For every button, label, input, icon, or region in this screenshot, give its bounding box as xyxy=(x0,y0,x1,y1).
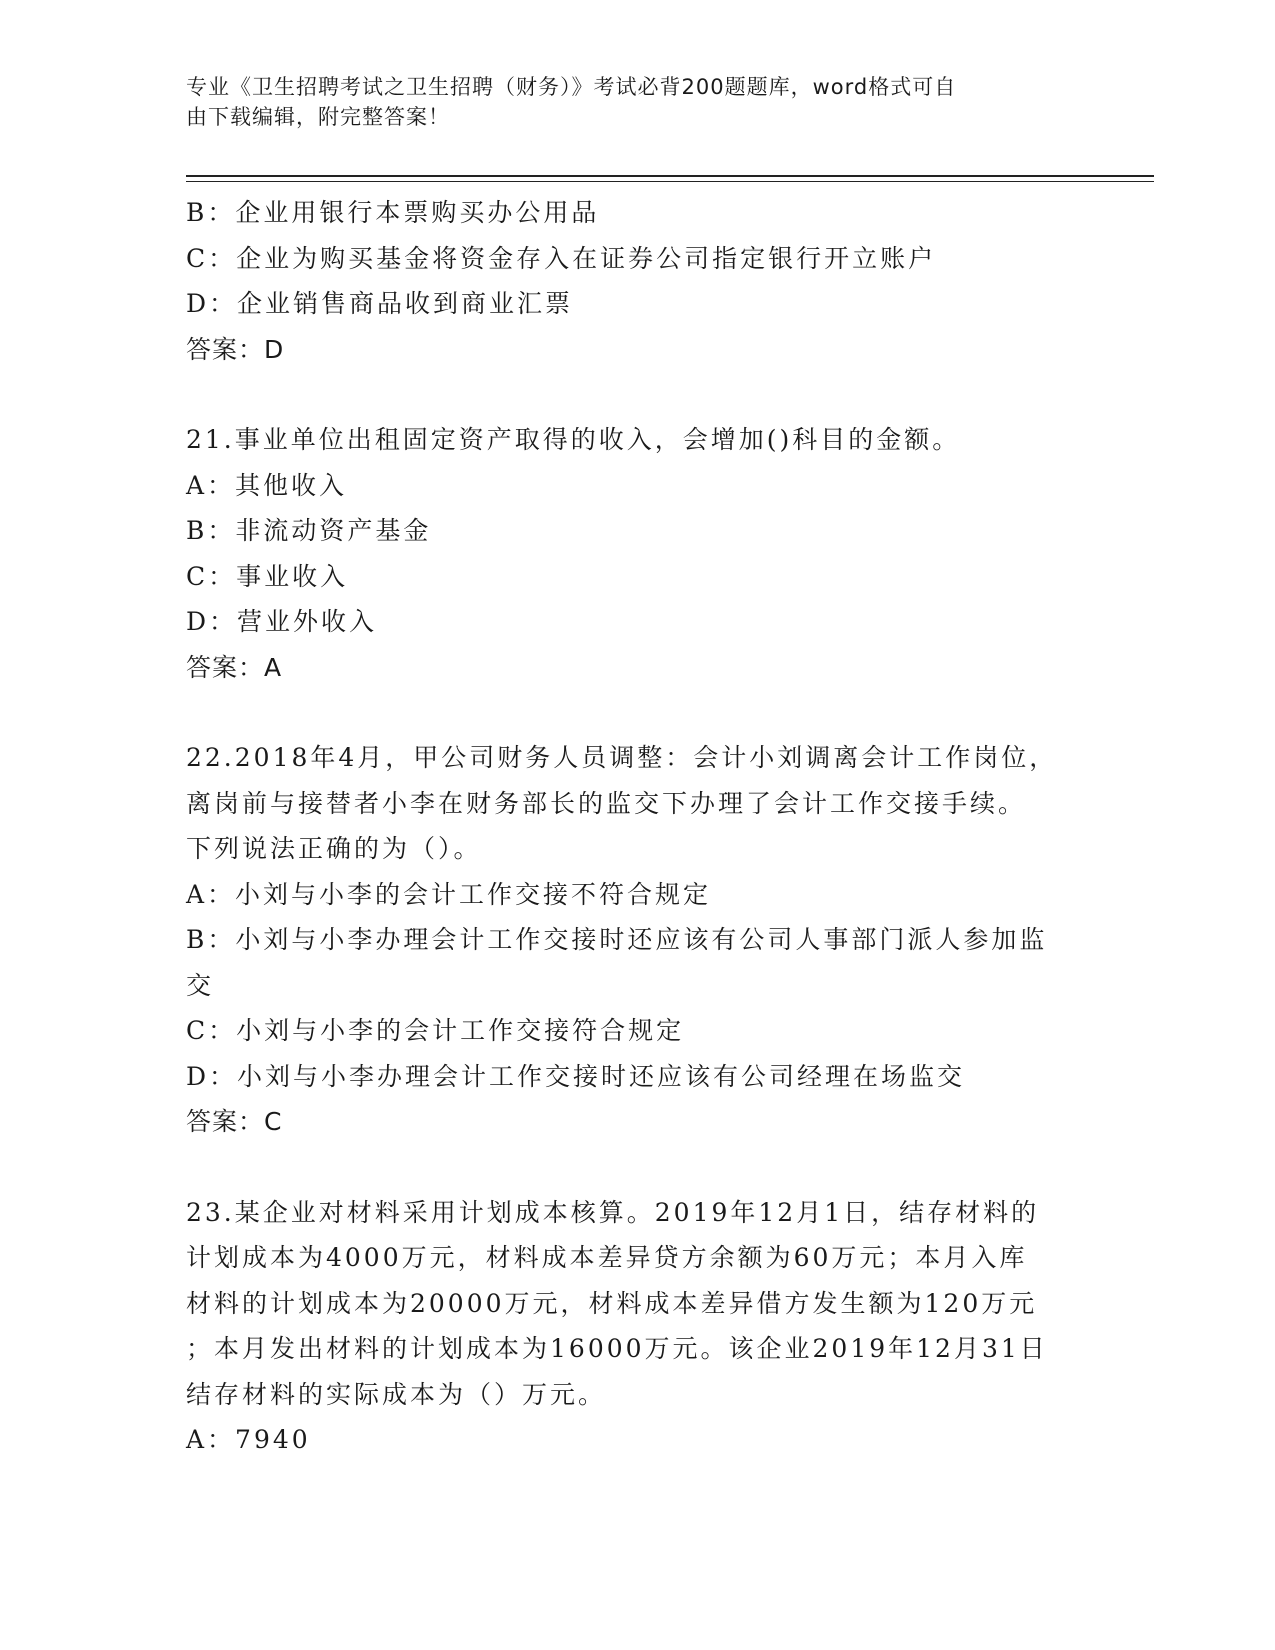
header-line-2: 由下载编辑，附完整答案！ xyxy=(186,105,450,129)
option-b: B：企业用银行本票购买办公用品 xyxy=(186,198,600,227)
answer-line: 答案：A xyxy=(186,652,283,682)
header-line-1: 专业《卫生招聘考试之卫生招聘（财务）》考试必背200题题库，word格式可自 xyxy=(186,75,957,99)
option-c: C：小刘与小李的会计工作交接符合规定 xyxy=(186,1016,685,1045)
question-stem-line-1: 22.2018年4月，甲公司财务人员调整：会计小刘调离会计工作岗位， xyxy=(186,743,1058,772)
question-stem-line-5: 结存材料的实际成本为（）万元。 xyxy=(186,1379,607,1409)
question-stem: 21.事业单位出租固定资产取得的收入，会增加()科目的金额。 xyxy=(186,425,961,454)
question-stem-line-2: 计划成本为4000万元，材料成本差异贷方余额为60万元；本月入库 xyxy=(186,1243,1028,1272)
spacer xyxy=(186,372,1086,417)
question-stem-line-3: 下列说法正确的为（）。 xyxy=(186,834,482,863)
option-b: B：非流动资产基金 xyxy=(186,516,432,545)
option-d: D：企业销售商品收到商业汇票 xyxy=(186,289,574,318)
option-d: D：小刘与小李办理会计工作交接时还应该有公司经理在场监交 xyxy=(186,1061,966,1091)
question-block-22 xyxy=(186,735,1086,1145)
answer-line: 答案：C xyxy=(186,1107,283,1136)
option-a: A：7940 xyxy=(186,1425,311,1454)
option-b-line-2: 交 xyxy=(186,970,215,1000)
option-a: A：其他收入 xyxy=(186,470,348,500)
option-d: D：营业外收入 xyxy=(186,607,378,636)
question-stem-line-4: ；本月发出材料的计划成本为16000万元。该企业2019年12月31日 xyxy=(186,1334,1048,1363)
option-b-line-1: B：小刘与小李办理会计工作交接时还应该有公司人事部门派人参加监 xyxy=(186,925,1048,954)
option-c: C：企业为购买基金将资金存入在证券公司指定银行开立账户 xyxy=(186,243,937,273)
option-a: A：小刘与小李的会计工作交接不符合规定 xyxy=(186,879,712,909)
question-stem-line-3: 材料的计划成本为20000万元，材料成本差异借方发生额为120万元 xyxy=(186,1288,1038,1318)
question-stem-line-2: 离岗前与接替者小李在财务部长的监交下办理了会计工作交接手续。 xyxy=(186,788,1027,818)
header-rule-thin xyxy=(186,181,1154,182)
question-stem-line-1: 23.某企业对材料采用计划成本核算。2019年12月1日，结存材料的 xyxy=(186,1197,1040,1227)
option-c: C：事业收入 xyxy=(186,561,349,591)
header-rule-thick xyxy=(186,175,1154,177)
question-block-23 xyxy=(186,1190,1086,1463)
document-body xyxy=(186,190,1086,1463)
document-header xyxy=(186,72,1066,132)
spacer xyxy=(186,690,1086,735)
answer-line: 答案：D xyxy=(186,334,285,364)
spacer xyxy=(186,1145,1086,1190)
question-block-20 xyxy=(186,190,1086,372)
question-block-21 xyxy=(186,417,1086,690)
